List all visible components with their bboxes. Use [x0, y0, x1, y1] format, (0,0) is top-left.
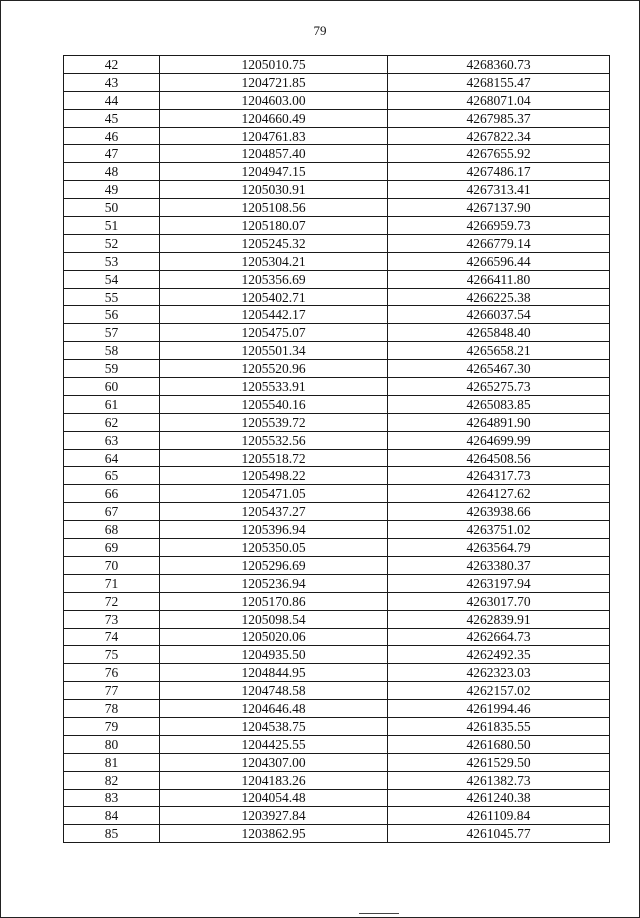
x-coordinate-cell: 1205539.72 — [160, 413, 388, 431]
point-number-cell: 60 — [64, 378, 160, 396]
table-row — [64, 449, 610, 467]
table-row — [64, 556, 610, 574]
point-number-cell: 82 — [64, 771, 160, 789]
table-row — [64, 395, 610, 413]
y-coordinate-cell: 4267313.41 — [388, 181, 610, 199]
point-number-cell: 58 — [64, 342, 160, 360]
table-row — [64, 735, 610, 753]
y-coordinate-cell: 4263380.37 — [388, 556, 610, 574]
x-coordinate-cell: 1205180.07 — [160, 217, 388, 235]
y-coordinate-cell: 4267137.90 — [388, 199, 610, 217]
y-coordinate-cell: 4262664.73 — [388, 628, 610, 646]
table-row — [64, 378, 610, 396]
x-coordinate-cell: 1205356.69 — [160, 270, 388, 288]
y-coordinate-cell: 4262157.02 — [388, 682, 610, 700]
point-number-cell: 59 — [64, 360, 160, 378]
table-row — [64, 789, 610, 807]
table-row — [64, 360, 610, 378]
coordinates-table-body — [64, 56, 610, 843]
table-row — [64, 342, 610, 360]
y-coordinate-cell: 4264699.99 — [388, 431, 610, 449]
table-row — [64, 181, 610, 199]
point-number-cell: 70 — [64, 556, 160, 574]
y-coordinate-cell: 4261382.73 — [388, 771, 610, 789]
x-coordinate-cell: 1204748.58 — [160, 682, 388, 700]
y-coordinate-cell: 4267655.92 — [388, 145, 610, 163]
x-coordinate-cell: 1205533.91 — [160, 378, 388, 396]
table-row — [64, 127, 610, 145]
point-number-cell: 56 — [64, 306, 160, 324]
x-coordinate-cell: 1204054.48 — [160, 789, 388, 807]
x-coordinate-cell: 1205098.54 — [160, 610, 388, 628]
x-coordinate-cell: 1205030.91 — [160, 181, 388, 199]
table-row — [64, 628, 610, 646]
x-coordinate-cell: 1203862.95 — [160, 825, 388, 843]
point-number-cell: 71 — [64, 574, 160, 592]
table-row — [64, 664, 610, 682]
x-coordinate-cell: 1205245.32 — [160, 234, 388, 252]
point-number-cell: 84 — [64, 807, 160, 825]
x-coordinate-cell: 1205532.56 — [160, 431, 388, 449]
y-coordinate-cell: 4267985.37 — [388, 109, 610, 127]
x-coordinate-cell: 1205501.34 — [160, 342, 388, 360]
table-row — [64, 700, 610, 718]
point-number-cell: 69 — [64, 539, 160, 557]
point-number-cell: 51 — [64, 217, 160, 235]
x-coordinate-cell: 1204307.00 — [160, 753, 388, 771]
x-coordinate-cell: 1205350.05 — [160, 539, 388, 557]
point-number-cell: 76 — [64, 664, 160, 682]
x-coordinate-cell: 1205437.27 — [160, 503, 388, 521]
y-coordinate-cell: 4267822.34 — [388, 127, 610, 145]
point-number-cell: 44 — [64, 91, 160, 109]
y-coordinate-cell: 4266037.54 — [388, 306, 610, 324]
y-coordinate-cell: 4263751.02 — [388, 521, 610, 539]
table-row — [64, 503, 610, 521]
table-row — [64, 521, 610, 539]
scan-artifact-line — [359, 913, 399, 914]
table-row — [64, 753, 610, 771]
x-coordinate-cell: 1205236.94 — [160, 574, 388, 592]
x-coordinate-cell: 1205518.72 — [160, 449, 388, 467]
point-number-cell: 67 — [64, 503, 160, 521]
y-coordinate-cell: 4261835.55 — [388, 717, 610, 735]
y-coordinate-cell: 4268360.73 — [388, 56, 610, 74]
x-coordinate-cell: 1204857.40 — [160, 145, 388, 163]
coordinates-table — [63, 55, 610, 843]
table-row — [64, 825, 610, 843]
y-coordinate-cell: 4265467.30 — [388, 360, 610, 378]
x-coordinate-cell: 1204761.83 — [160, 127, 388, 145]
point-number-cell: 63 — [64, 431, 160, 449]
table-row — [64, 91, 610, 109]
table-row — [64, 539, 610, 557]
y-coordinate-cell: 4264891.90 — [388, 413, 610, 431]
point-number-cell: 68 — [64, 521, 160, 539]
y-coordinate-cell: 4261240.38 — [388, 789, 610, 807]
y-coordinate-cell: 4266411.80 — [388, 270, 610, 288]
y-coordinate-cell: 4268155.47 — [388, 73, 610, 91]
table-row — [64, 270, 610, 288]
x-coordinate-cell: 1205396.94 — [160, 521, 388, 539]
y-coordinate-cell: 4268071.04 — [388, 91, 610, 109]
table-row — [64, 56, 610, 74]
x-coordinate-cell: 1204646.48 — [160, 700, 388, 718]
x-coordinate-cell: 1205020.06 — [160, 628, 388, 646]
table-row — [64, 574, 610, 592]
point-number-cell: 46 — [64, 127, 160, 145]
y-coordinate-cell: 4266596.44 — [388, 252, 610, 270]
y-coordinate-cell: 4266779.14 — [388, 234, 610, 252]
point-number-cell: 79 — [64, 717, 160, 735]
x-coordinate-cell: 1205304.21 — [160, 252, 388, 270]
point-number-cell: 49 — [64, 181, 160, 199]
x-coordinate-cell: 1205540.16 — [160, 395, 388, 413]
table-row — [64, 717, 610, 735]
point-number-cell: 74 — [64, 628, 160, 646]
point-number-cell: 80 — [64, 735, 160, 753]
table-row — [64, 324, 610, 342]
x-coordinate-cell: 1204603.00 — [160, 91, 388, 109]
table-row — [64, 467, 610, 485]
table-row — [64, 73, 610, 91]
x-coordinate-cell: 1204947.15 — [160, 163, 388, 181]
x-coordinate-cell: 1205520.96 — [160, 360, 388, 378]
point-number-cell: 42 — [64, 56, 160, 74]
x-coordinate-cell: 1204660.49 — [160, 109, 388, 127]
table-row — [64, 306, 610, 324]
table-row — [64, 771, 610, 789]
x-coordinate-cell: 1205296.69 — [160, 556, 388, 574]
table-row — [64, 682, 610, 700]
table-row — [64, 807, 610, 825]
x-coordinate-cell: 1204721.85 — [160, 73, 388, 91]
table-row — [64, 217, 610, 235]
point-number-cell: 47 — [64, 145, 160, 163]
y-coordinate-cell: 4264508.56 — [388, 449, 610, 467]
x-coordinate-cell: 1205010.75 — [160, 56, 388, 74]
point-number-cell: 43 — [64, 73, 160, 91]
table-row — [64, 413, 610, 431]
y-coordinate-cell: 4263938.66 — [388, 503, 610, 521]
table-row — [64, 109, 610, 127]
y-coordinate-cell: 4262323.03 — [388, 664, 610, 682]
point-number-cell: 52 — [64, 234, 160, 252]
point-number-cell: 65 — [64, 467, 160, 485]
y-coordinate-cell: 4266959.73 — [388, 217, 610, 235]
y-coordinate-cell: 4267486.17 — [388, 163, 610, 181]
y-coordinate-cell: 4261109.84 — [388, 807, 610, 825]
table-row — [64, 163, 610, 181]
y-coordinate-cell: 4263017.70 — [388, 592, 610, 610]
point-number-cell: 72 — [64, 592, 160, 610]
point-number-cell: 81 — [64, 753, 160, 771]
table-row — [64, 610, 610, 628]
point-number-cell: 83 — [64, 789, 160, 807]
x-coordinate-cell: 1203927.84 — [160, 807, 388, 825]
y-coordinate-cell: 4261680.50 — [388, 735, 610, 753]
point-number-cell: 75 — [64, 646, 160, 664]
point-number-cell: 55 — [64, 288, 160, 306]
x-coordinate-cell: 1205442.17 — [160, 306, 388, 324]
y-coordinate-cell: 4261045.77 — [388, 825, 610, 843]
y-coordinate-cell: 4265083.85 — [388, 395, 610, 413]
point-number-cell: 45 — [64, 109, 160, 127]
y-coordinate-cell: 4264127.62 — [388, 485, 610, 503]
y-coordinate-cell: 4266225.38 — [388, 288, 610, 306]
x-coordinate-cell: 1205402.71 — [160, 288, 388, 306]
y-coordinate-cell: 4264317.73 — [388, 467, 610, 485]
y-coordinate-cell: 4265658.21 — [388, 342, 610, 360]
x-coordinate-cell: 1205108.56 — [160, 199, 388, 217]
x-coordinate-cell: 1204844.95 — [160, 664, 388, 682]
x-coordinate-cell: 1204935.50 — [160, 646, 388, 664]
table-row — [64, 646, 610, 664]
y-coordinate-cell: 4265275.73 — [388, 378, 610, 396]
x-coordinate-cell: 1205471.05 — [160, 485, 388, 503]
point-number-cell: 78 — [64, 700, 160, 718]
table-row — [64, 485, 610, 503]
table-row — [64, 252, 610, 270]
table-row — [64, 431, 610, 449]
x-coordinate-cell: 1204425.55 — [160, 735, 388, 753]
y-coordinate-cell: 4261529.50 — [388, 753, 610, 771]
point-number-cell: 66 — [64, 485, 160, 503]
x-coordinate-cell: 1205475.07 — [160, 324, 388, 342]
table-row — [64, 288, 610, 306]
table-row — [64, 145, 610, 163]
point-number-cell: 85 — [64, 825, 160, 843]
point-number-cell: 50 — [64, 199, 160, 217]
y-coordinate-cell: 4263564.79 — [388, 539, 610, 557]
table-row — [64, 234, 610, 252]
y-coordinate-cell: 4262839.91 — [388, 610, 610, 628]
point-number-cell: 64 — [64, 449, 160, 467]
table-row — [64, 199, 610, 217]
point-number-cell: 61 — [64, 395, 160, 413]
x-coordinate-cell: 1205498.22 — [160, 467, 388, 485]
x-coordinate-cell: 1205170.86 — [160, 592, 388, 610]
point-number-cell: 54 — [64, 270, 160, 288]
y-coordinate-cell: 4262492.35 — [388, 646, 610, 664]
point-number-cell: 73 — [64, 610, 160, 628]
page-number: 79 — [313, 23, 327, 38]
y-coordinate-cell: 4263197.94 — [388, 574, 610, 592]
x-coordinate-cell: 1204183.26 — [160, 771, 388, 789]
point-number-cell: 53 — [64, 252, 160, 270]
y-coordinate-cell: 4261994.46 — [388, 700, 610, 718]
table-row — [64, 592, 610, 610]
y-coordinate-cell: 4265848.40 — [388, 324, 610, 342]
point-number-cell: 62 — [64, 413, 160, 431]
x-coordinate-cell: 1204538.75 — [160, 717, 388, 735]
point-number-cell: 77 — [64, 682, 160, 700]
point-number-cell: 57 — [64, 324, 160, 342]
point-number-cell: 48 — [64, 163, 160, 181]
